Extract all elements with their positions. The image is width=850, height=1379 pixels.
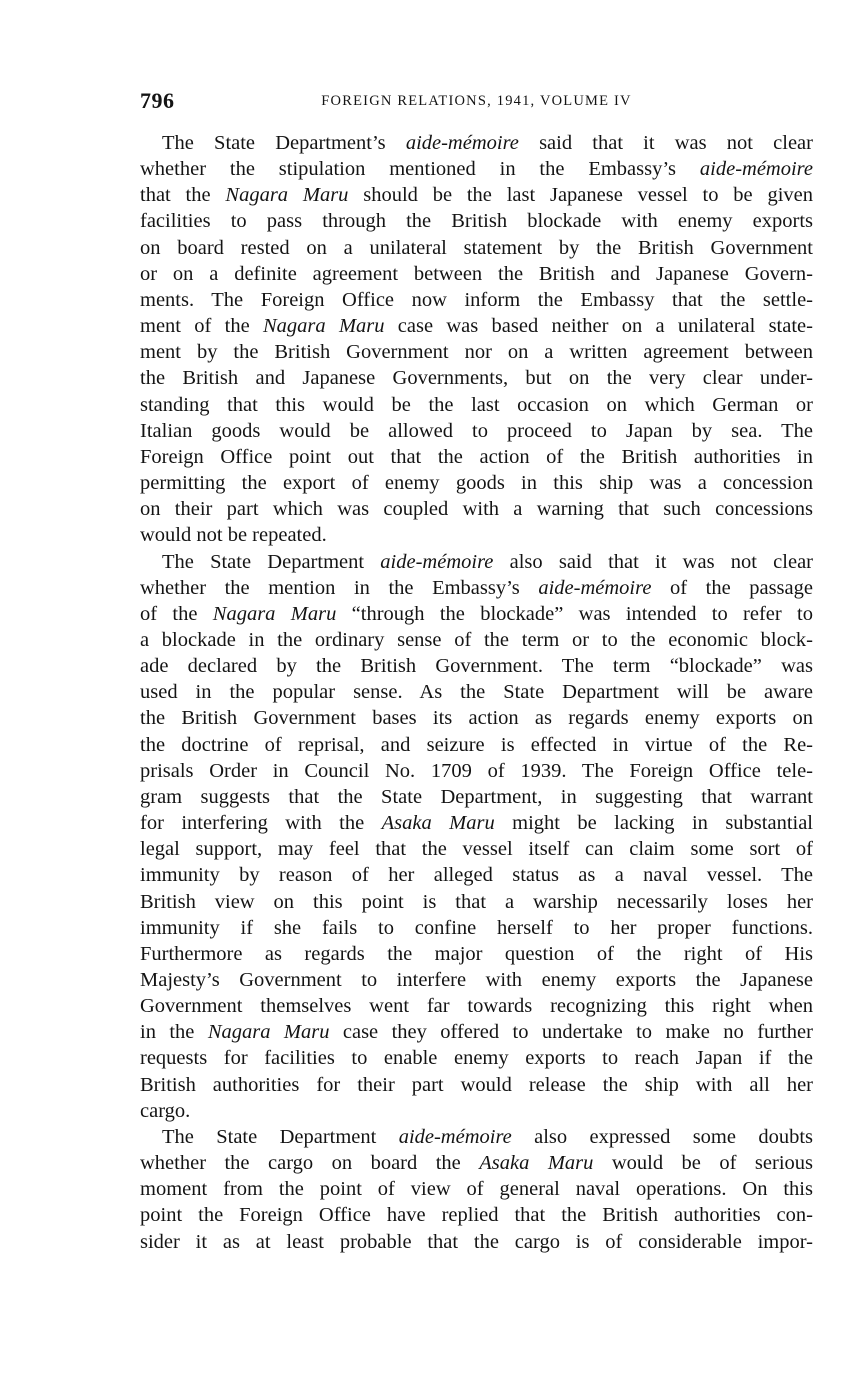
text-run: The State Department (162, 550, 381, 573)
text-line (140, 235, 813, 261)
text-run: sider it as at least probable that the cargo is of considerable impor- (140, 1230, 813, 1253)
text-run: ade declared by the British Government. The term “blockade” was (140, 655, 813, 678)
text-run: “through the blockade” was intended to refer to (336, 602, 813, 625)
text-line (140, 208, 813, 234)
text-line (140, 339, 813, 365)
text-line (140, 758, 813, 784)
italic-text: aide-mémoire (398, 1125, 512, 1148)
text-run: prisals Order in Council No. 1709 of 1939. The Foreign Office tele- (140, 759, 813, 782)
italic-text: aide-mémoire (405, 132, 519, 154)
text-run: the British Government bases its action as regards enemy exports on (140, 707, 813, 730)
italic-text: aide-mémoire (699, 158, 813, 181)
running-head: FOREIGN RELATIONS, 1941, VOLUME IV (321, 93, 632, 109)
text-run: used in the popular sense. As the State Department will be aware (140, 681, 813, 704)
text-line (140, 1124, 813, 1150)
text-run: ment of the (140, 315, 263, 338)
text-run: the doctrine of reprisal, and seizure is effected in virtue of the Re- (140, 733, 813, 756)
text-line (140, 836, 813, 862)
text-run: cargo. (140, 1099, 191, 1122)
text-run: whether the stipulation mentioned in the Embassy’s (140, 158, 700, 181)
text-line (140, 287, 813, 313)
text-line (140, 601, 813, 627)
text-run: moment from the point of view of general naval operations. On this (140, 1178, 813, 1201)
text-line (140, 1045, 813, 1071)
italic-text: aide-mémoire (380, 550, 494, 573)
text-line (140, 862, 813, 888)
text-run: should be the last Japanese vessel to be given (348, 184, 813, 207)
text-run: requests for facilities to enable enemy exports to reach Japan if the (140, 1047, 813, 1070)
text-line (140, 392, 813, 418)
text-line (140, 810, 813, 836)
body-text (140, 130, 813, 1255)
text-line (140, 496, 813, 522)
text-line (140, 156, 813, 182)
text-run: Government themselves went far towards recognizing this right when (140, 995, 813, 1018)
page-header (140, 88, 813, 112)
italic-text: Asaka Maru (479, 1152, 594, 1175)
text-line (140, 313, 813, 339)
text-line (140, 784, 813, 810)
text-run: also said that it was not clear (493, 550, 813, 573)
text-line (140, 575, 813, 601)
text-line (140, 130, 813, 156)
text-run: case was based neither on a unilateral state- (384, 315, 813, 338)
text-run: on board rested on a unilateral statement by the British Government (140, 236, 813, 259)
text-run: the British and Japanese Governments, but on the very clear under- (140, 367, 813, 390)
text-run: facilities to pass through the British blockade with enemy exports (140, 210, 813, 233)
italic-text: Nagara Maru (225, 184, 349, 207)
text-run: point the Foreign Office have replied that the British authorities con- (140, 1204, 813, 1227)
text-run: immunity by reason of her alleged status as a naval vessel. The (140, 864, 813, 887)
text-run: Italian goods would be allowed to proceed to Japan by sea. The (140, 419, 813, 442)
text-line (140, 1150, 813, 1176)
text-run: ments. The Foreign Office now inform the Embassy that the settle- (140, 288, 813, 311)
text-line (140, 1202, 813, 1228)
text-line (140, 261, 813, 287)
text-line (140, 627, 813, 653)
text-line (140, 470, 813, 496)
text-run: of the passage (651, 576, 813, 599)
text-run: permitting the export of enemy goods in this ship was a concession (140, 472, 813, 495)
text-line (140, 549, 813, 575)
text-line (140, 418, 813, 444)
italic-text: Nagara Maru (207, 1021, 330, 1044)
text-run: said that it was not clear (518, 132, 813, 154)
text-run: ment by the British Government nor on a written agreement between (140, 341, 813, 364)
italic-text: Asaka Maru (381, 812, 495, 835)
text-line (140, 182, 813, 208)
text-line (140, 444, 813, 470)
italic-text: Nagara Maru (263, 315, 385, 338)
text-run: would not be repeated. (140, 524, 327, 547)
text-line (140, 365, 813, 391)
text-run: on their part which was coupled with a warning that such concessions (140, 498, 813, 521)
text-line (140, 889, 813, 915)
text-run: gram suggests that the State Department, in suggesting that warrant (140, 785, 813, 808)
text-line (140, 967, 813, 993)
text-run: a blockade in the ordinary sense of the term or to the economic block- (140, 628, 813, 651)
text-run: The State Department’s (162, 132, 406, 154)
text-run: for interfering with the (140, 812, 382, 835)
text-line (140, 653, 813, 679)
text-run: British view on this point is that a warship necessarily loses her (140, 890, 813, 913)
text-line (140, 915, 813, 941)
text-run: Furthermore as regards the major question of the right of His (140, 942, 813, 965)
text-run: would be of serious (593, 1152, 813, 1175)
text-line (140, 941, 813, 967)
italic-text: Nagara Maru (212, 602, 337, 625)
text-line (140, 1019, 813, 1045)
text-line (140, 522, 813, 548)
page-number: 796 (140, 88, 175, 113)
text-run: immunity if she fails to confine herself to her proper functions. (140, 916, 813, 939)
text-run: legal support, may feel that the vessel itself can claim some sort of (140, 838, 813, 861)
text-run: or on a definite agreement between the British and Japanese Govern- (140, 262, 813, 285)
text-run: Majesty’s Government to interfere with enemy exports the Japanese (140, 969, 813, 991)
text-line (140, 679, 813, 705)
text-line (140, 993, 813, 1019)
text-run: in the (140, 1021, 208, 1044)
text-run: The State Department (162, 1125, 399, 1148)
text-line (140, 1176, 813, 1202)
text-line (140, 705, 813, 731)
italic-text: aide-mémoire (538, 576, 652, 599)
text-run: might be lacking in substantial (494, 812, 814, 835)
text-run: whether the mention in the Embassy’s (140, 576, 539, 599)
text-line (140, 1098, 813, 1124)
text-run: British authorities for their part would release the ship with all her (140, 1073, 813, 1096)
text-run: that the (140, 184, 226, 207)
text-run: whether the cargo on board the (140, 1152, 480, 1175)
text-run: of the (140, 602, 213, 625)
text-run: standing that this would be the last occasion on which German or (140, 393, 813, 416)
text-line (140, 732, 813, 758)
text-line (140, 1072, 813, 1098)
text-run: case they offered to undertake to make no further (329, 1021, 813, 1044)
text-run: Foreign Office point out that the action of the British authorities in (140, 445, 813, 468)
text-line (140, 1229, 813, 1255)
text-run: also expressed some doubts (511, 1125, 813, 1148)
